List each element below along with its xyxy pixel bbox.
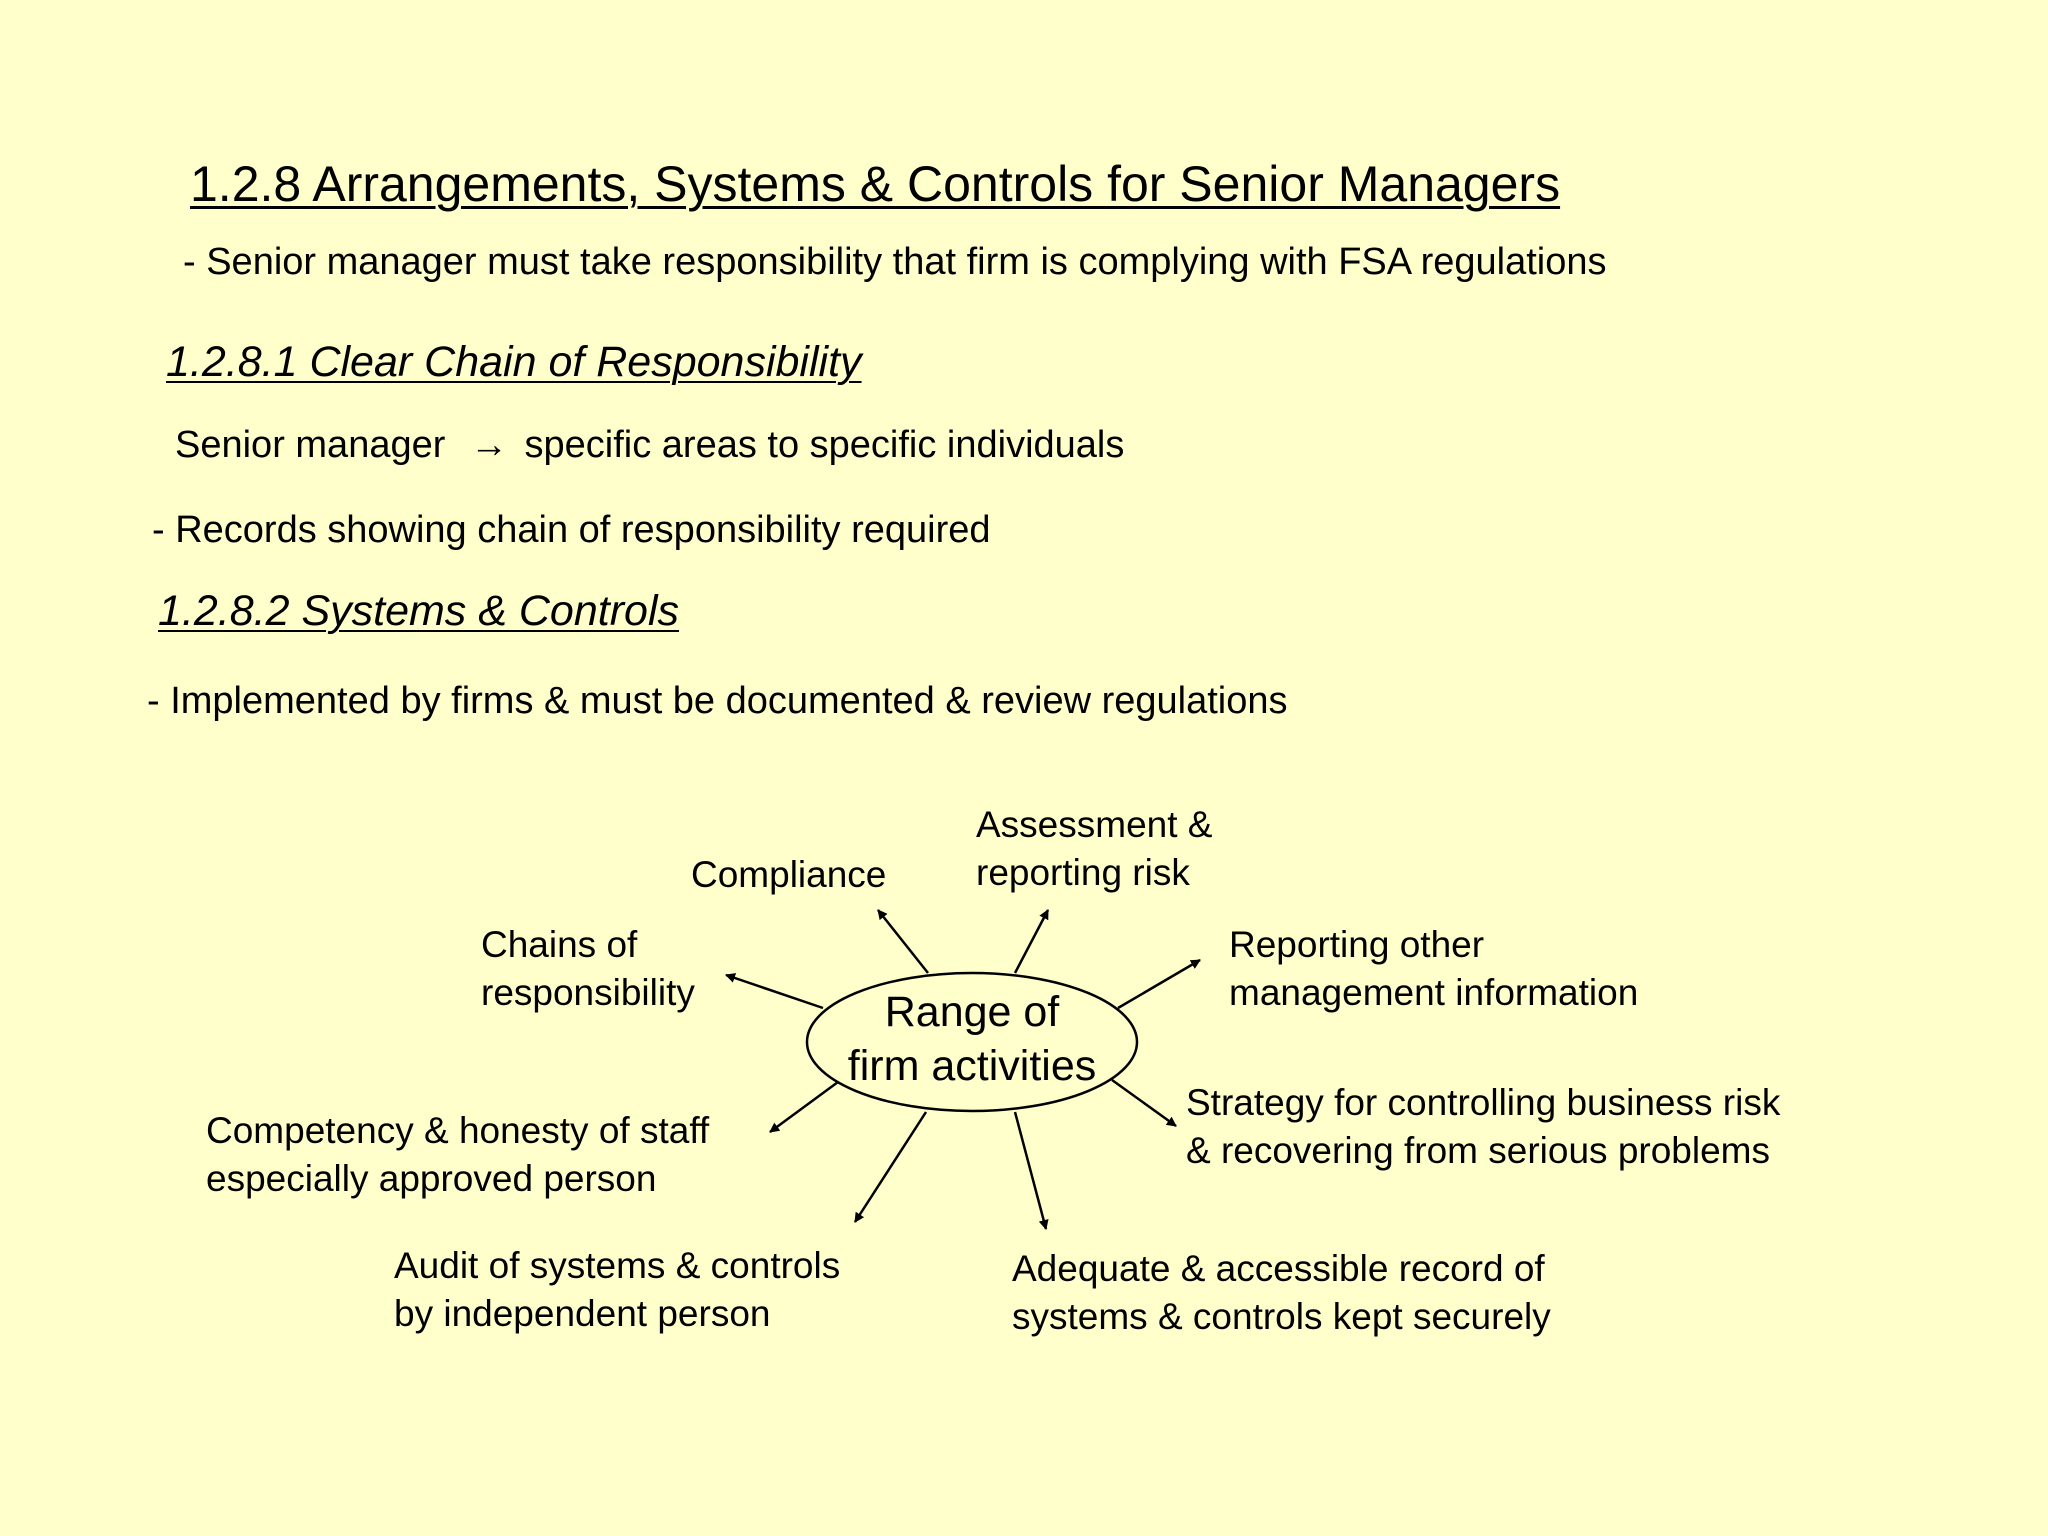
node-compliance: Compliance bbox=[691, 854, 887, 895]
node-competency: Competency & honesty of staff especially approved person bbox=[206, 1110, 710, 1199]
node-chains: Chains of responsibility bbox=[481, 924, 695, 1013]
intro-line: - Senior manager must take responsibility that firm is complying with FSA regulations bbox=[183, 241, 1607, 283]
node-assessment: Assessment & reporting risk bbox=[976, 804, 1213, 893]
arrow-to-assessment bbox=[1015, 910, 1048, 973]
section-2-heading: 1.2.8.2 Systems & Controls bbox=[158, 587, 679, 635]
section-1-heading: 1.2.8.1 Clear Chain of Responsibility bbox=[166, 338, 862, 386]
arrow-to-audit bbox=[855, 1112, 926, 1222]
arrow-to-compliance bbox=[878, 910, 928, 973]
node-audit: Audit of systems & controls by independent person bbox=[394, 1245, 841, 1334]
slide-title: 1.2.8 Arrangements, Systems & Controls for Senior Managers bbox=[190, 156, 1561, 212]
records-line: - Records showing chain of responsibility required bbox=[152, 509, 991, 551]
right-arrow-icon: → bbox=[469, 424, 508, 466]
chain-line-right: specific areas to specific individuals bbox=[524, 424, 1125, 466]
center-label bbox=[806, 985, 1138, 1093]
center-label-text: Range of firm activities bbox=[847, 988, 1097, 1090]
arrow-to-records bbox=[1015, 1112, 1046, 1229]
node-reporting-other: Reporting other management information bbox=[1229, 924, 1639, 1013]
systems-line: - Implemented by firms & must be documented & review regulations bbox=[147, 680, 1288, 722]
node-records: Adequate & accessible record of systems & controls kept securely bbox=[1012, 1248, 1551, 1337]
node-strategy: Strategy for controlling business risk & recovering from serious problems bbox=[1186, 1082, 1781, 1171]
chain-line-left: Senior manager bbox=[175, 424, 446, 466]
